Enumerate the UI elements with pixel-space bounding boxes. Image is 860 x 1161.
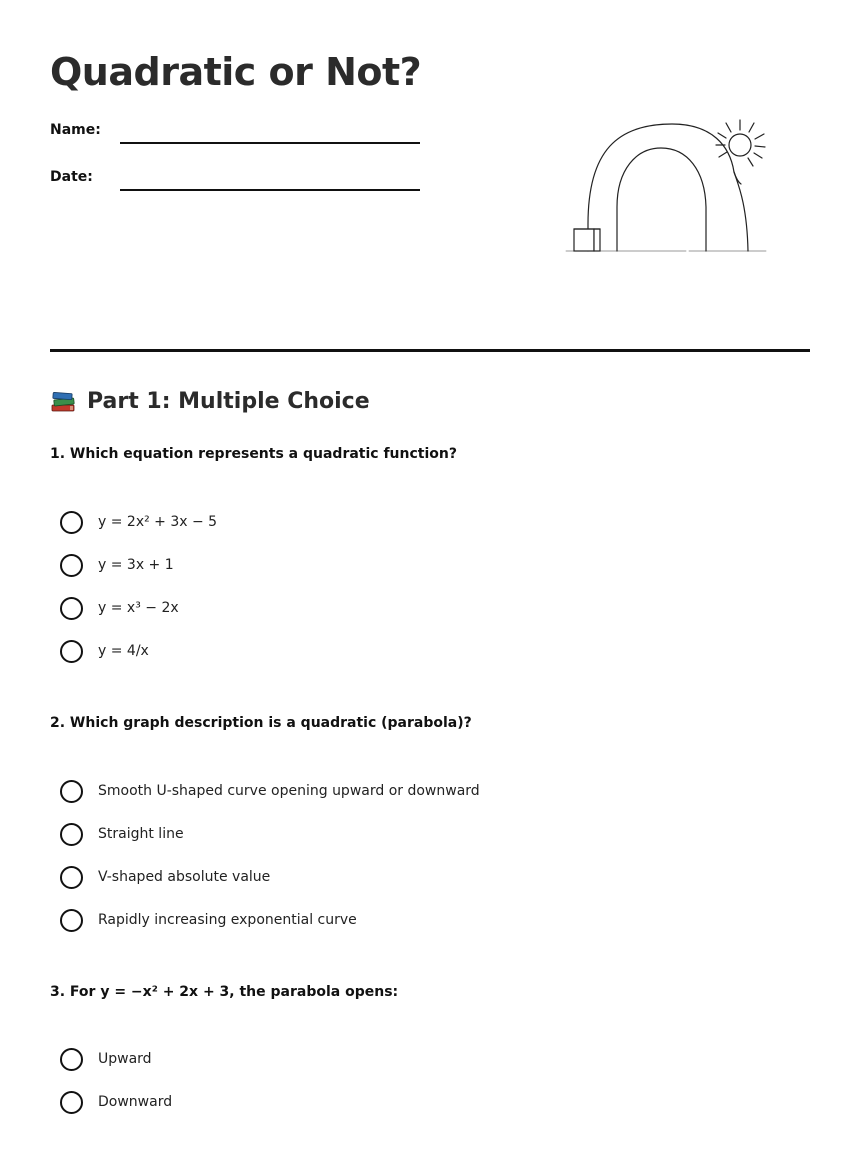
- radio-button[interactable]: [60, 640, 83, 663]
- question-1-option-2[interactable]: [60, 552, 174, 578]
- option-label: Downward: [98, 1094, 173, 1110]
- question-1-text: 1. Which equation represents a quadratic function?: [50, 446, 457, 462]
- arch-with-sun-icon: [562, 112, 772, 260]
- radio-button[interactable]: [60, 780, 83, 803]
- radio-button[interactable]: [60, 866, 83, 889]
- option-label: y = x³ − 2x: [98, 600, 179, 616]
- section-divider: [50, 349, 810, 352]
- radio-button[interactable]: [60, 823, 83, 846]
- option-label: y = 4/x: [98, 643, 149, 659]
- question-1-option-3[interactable]: [60, 595, 179, 621]
- question-2-text: 2. Which graph description is a quadratic (parabola)?: [50, 715, 472, 731]
- option-label: V-shaped absolute value: [98, 869, 271, 885]
- radio-button[interactable]: [60, 554, 83, 577]
- part1-heading: [50, 388, 370, 414]
- option-label: y = 3x + 1: [98, 557, 174, 573]
- name-label: Name:: [50, 122, 101, 138]
- radio-button[interactable]: [60, 909, 83, 932]
- date-field: [50, 169, 430, 199]
- name-field: [50, 122, 430, 152]
- question-1-option-4[interactable]: [60, 638, 149, 664]
- question-2-option-1[interactable]: [60, 778, 480, 804]
- question-2-option-2[interactable]: [60, 821, 184, 847]
- radio-button[interactable]: [60, 1048, 83, 1071]
- question-3-option-1[interactable]: [60, 1046, 152, 1072]
- option-label: Rapidly increasing exponential curve: [98, 912, 357, 928]
- radio-button[interactable]: [60, 597, 83, 620]
- date-input-line[interactable]: [120, 189, 420, 191]
- option-label: Smooth U-shaped curve opening upward or downward: [98, 783, 480, 799]
- date-label: Date:: [50, 169, 93, 185]
- question-2-option-4[interactable]: [60, 907, 357, 933]
- part1-heading-text: Part 1: Multiple Choice: [87, 388, 370, 414]
- question-3-option-2[interactable]: [60, 1089, 172, 1115]
- question-2-option-3[interactable]: [60, 864, 270, 890]
- question-1-option-1[interactable]: [60, 509, 217, 535]
- books-icon: [50, 388, 76, 414]
- question-3-text: 3. For y = −x² + 2x + 3, the parabola opens:: [50, 984, 399, 1000]
- radio-button[interactable]: [60, 511, 83, 534]
- name-input-line[interactable]: [120, 142, 420, 144]
- radio-button[interactable]: [60, 1091, 83, 1114]
- option-label: Straight line: [98, 826, 184, 842]
- option-label: y = 2x² + 3x − 5: [98, 514, 218, 530]
- option-label: Upward: [98, 1051, 152, 1067]
- page-title: Quadratic or Not?: [50, 50, 422, 94]
